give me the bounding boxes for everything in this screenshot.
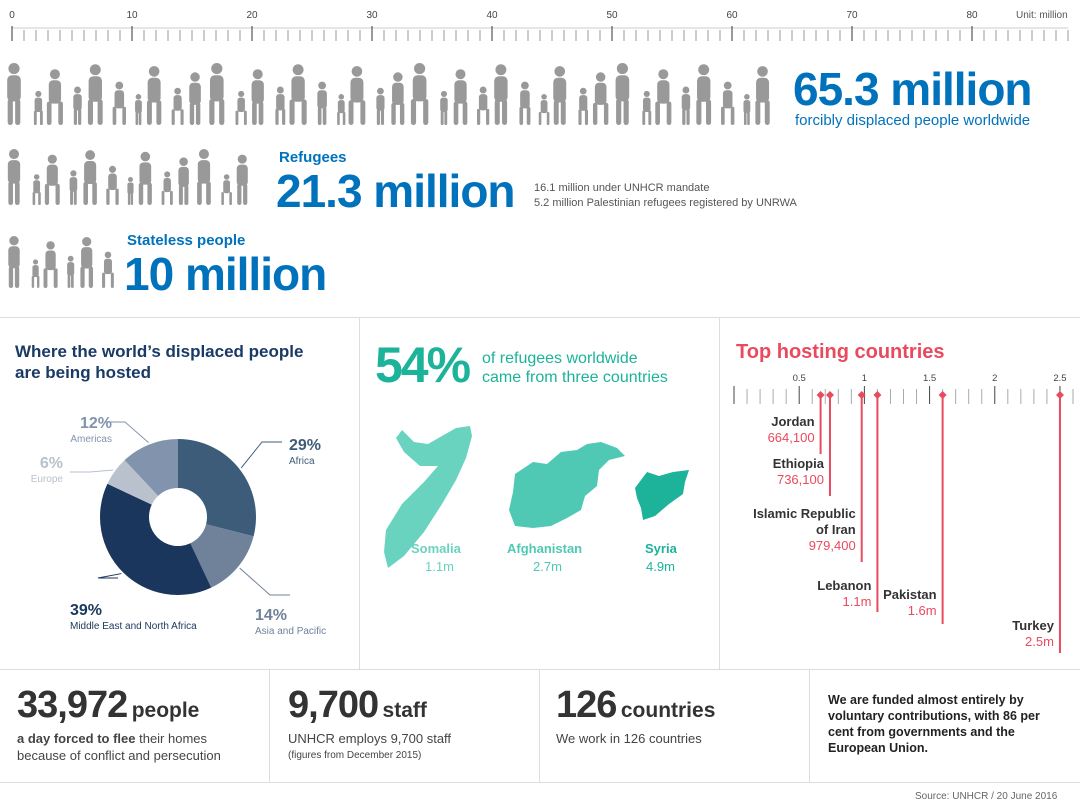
person-icon bbox=[88, 64, 103, 125]
person-icon bbox=[337, 94, 345, 125]
stat-people bbox=[17, 684, 267, 764]
person-icon bbox=[655, 69, 671, 125]
person-icon bbox=[189, 72, 201, 125]
stat-people-line2: because of conflict and persecution bbox=[17, 748, 221, 763]
hosted-title bbox=[15, 341, 303, 383]
origin-somalia-value: 1.1m bbox=[425, 559, 454, 574]
hosted-donut-chart bbox=[0, 400, 359, 660]
stat-countries bbox=[556, 684, 806, 747]
origin-syria-value: 4.9m bbox=[646, 559, 675, 574]
hosting-tick-label: 1 bbox=[861, 373, 868, 384]
hosting-value-label: 2.5m bbox=[1025, 634, 1054, 649]
divider-bottom bbox=[0, 782, 1080, 783]
donut-region-label: Asia and Pacific bbox=[255, 626, 327, 637]
hosted-title-line1: Where the world’s displaced people bbox=[15, 342, 304, 361]
hosting-country-label: Ethiopia bbox=[772, 456, 824, 471]
person-icon bbox=[106, 166, 118, 205]
hosting-country-label: Islamic Republic bbox=[753, 506, 856, 521]
person-icon bbox=[578, 88, 588, 125]
person-icon bbox=[83, 150, 96, 205]
person-icon bbox=[440, 91, 448, 125]
stat-staff-unit: staff bbox=[382, 699, 427, 722]
donut-region-label: Europe bbox=[30, 474, 63, 485]
scale-unit: Unit: million bbox=[1016, 10, 1068, 21]
person-icon bbox=[252, 69, 264, 125]
stat-people-bold: a day forced to flee bbox=[17, 731, 136, 746]
person-icon bbox=[494, 64, 507, 125]
origin-syria-name: Syria bbox=[645, 541, 677, 556]
person-icon bbox=[553, 66, 566, 125]
person-icon bbox=[593, 72, 608, 125]
stat-staff-line1: UNHCR employs 9,700 staff bbox=[288, 731, 452, 746]
origin-afghanistan-value: 2.7m bbox=[533, 559, 562, 574]
donut-pct-label: 6% bbox=[39, 455, 63, 472]
donut-leader-line bbox=[98, 574, 121, 578]
person-icon bbox=[7, 63, 21, 125]
scale-tick-label: 20 bbox=[246, 10, 258, 21]
people-row-stateless bbox=[0, 228, 122, 292]
person-icon bbox=[33, 174, 41, 205]
divider-col1 bbox=[359, 318, 360, 669]
scale-tick-label: 0 bbox=[9, 10, 15, 21]
stat-staff-line2: (figures from December 2015) bbox=[288, 750, 422, 761]
hosting-value-label: 736,100 bbox=[776, 472, 824, 487]
hosting-country-label: Lebanon bbox=[817, 578, 872, 593]
funding-text: We are funded almost entirely by voluntary contributions, with 86 per cent from governments and the European Union. bbox=[828, 693, 1040, 755]
person-icon bbox=[127, 177, 133, 205]
person-icon bbox=[135, 94, 142, 125]
scale-tick-label: 30 bbox=[366, 10, 378, 21]
person-icon bbox=[172, 88, 184, 125]
people-row-displaced bbox=[0, 58, 790, 130]
hosting-marker bbox=[939, 391, 947, 399]
donut-leader-line bbox=[240, 568, 290, 595]
stat-countries-number: 126 bbox=[556, 684, 617, 726]
hosting-country-label: of Iran bbox=[815, 522, 856, 537]
divider-stat2 bbox=[539, 670, 540, 782]
scale-tick-label: 60 bbox=[726, 10, 738, 21]
person-icon bbox=[743, 94, 750, 125]
person-icon bbox=[642, 91, 651, 125]
person-icon bbox=[696, 64, 711, 125]
person-icon bbox=[113, 82, 126, 125]
person-icon bbox=[317, 82, 327, 125]
hosting-title: Top hosting countries bbox=[736, 341, 945, 363]
donut-region-label: Africa bbox=[289, 456, 315, 467]
divider-stat3 bbox=[809, 670, 810, 782]
donut-pct-label: 12% bbox=[79, 415, 112, 432]
hosting-marker bbox=[817, 391, 825, 399]
hosting-bar-chart bbox=[720, 368, 1080, 668]
donut-pct-label: 14% bbox=[255, 607, 288, 624]
hosted-title-line2: are being hosted bbox=[15, 363, 152, 382]
person-icon bbox=[682, 87, 690, 125]
hosting-value-label: 979,400 bbox=[808, 538, 856, 553]
hosting-marker bbox=[1056, 391, 1064, 399]
stat-countries-line1: We work in 126 countries bbox=[556, 731, 702, 746]
person-icon bbox=[349, 66, 366, 125]
person-icon bbox=[539, 94, 550, 125]
stat-countries-unit: countries bbox=[620, 699, 716, 722]
person-icon bbox=[236, 91, 247, 125]
person-icon bbox=[8, 236, 19, 288]
person-icon bbox=[755, 66, 769, 125]
hosting-country-label: Turkey bbox=[1012, 618, 1054, 633]
stat-people-unit: people bbox=[131, 699, 200, 722]
person-icon bbox=[209, 63, 224, 125]
hosting-value-label: 664,100 bbox=[767, 430, 815, 445]
divider-top bbox=[0, 317, 1080, 318]
person-icon bbox=[67, 256, 74, 288]
person-icon bbox=[102, 252, 114, 288]
scale-tick-label: 70 bbox=[846, 10, 858, 21]
person-icon bbox=[45, 155, 60, 205]
person-icon bbox=[80, 237, 93, 288]
million-scale bbox=[0, 0, 1080, 46]
person-icon bbox=[44, 241, 58, 288]
origin-pct: 54% bbox=[375, 337, 470, 393]
person-icon bbox=[290, 64, 307, 125]
stateless-value: 10 million bbox=[124, 248, 327, 300]
source-note: Source: UNHCR / 20 June 2016 bbox=[915, 791, 1058, 802]
displaced-label: forcibly displaced people worldwide bbox=[795, 112, 1031, 129]
hosting-tick-label: 0.5 bbox=[792, 373, 806, 384]
scale-tick-label: 40 bbox=[486, 10, 498, 21]
donut-region-label: Americas bbox=[70, 434, 112, 445]
person-icon bbox=[32, 259, 40, 288]
donut-pct-label: 39% bbox=[70, 602, 103, 619]
refugees-value: 21.3 million bbox=[276, 165, 515, 217]
hosting-marker bbox=[826, 391, 834, 399]
stateless-label: Stateless people bbox=[127, 232, 246, 249]
scale-tick-label: 80 bbox=[966, 10, 978, 21]
person-icon bbox=[391, 72, 404, 125]
person-icon bbox=[47, 69, 63, 125]
person-icon bbox=[275, 87, 285, 125]
person-icon bbox=[721, 82, 734, 125]
divider-mid bbox=[0, 669, 1080, 670]
person-icon bbox=[70, 170, 78, 205]
refugees-note-unrwa: 5.2 million Palestinian refugees registered by UNRWA bbox=[534, 197, 797, 209]
hosting-value-label: 1.1m bbox=[842, 594, 872, 609]
person-icon bbox=[221, 174, 232, 205]
person-icon bbox=[34, 91, 43, 125]
hosting-tick-label: 1.5 bbox=[922, 373, 937, 384]
refugees-note-unhcr: 16.1 million under UNHCR mandate bbox=[534, 182, 710, 194]
person-icon bbox=[477, 87, 489, 125]
afghanistan-map-icon bbox=[505, 440, 630, 532]
donut-leader-line bbox=[70, 470, 113, 472]
origin-line2: came from three countries bbox=[482, 369, 668, 386]
stat-staff bbox=[288, 684, 538, 764]
person-icon bbox=[454, 69, 468, 125]
people-row-refugees bbox=[0, 145, 272, 210]
hosting-marker bbox=[873, 391, 881, 399]
donut-slice-africa bbox=[178, 439, 256, 536]
hosting-country-label: Pakistan bbox=[883, 587, 937, 602]
displaced-value: 65.3 million bbox=[793, 63, 1032, 115]
person-icon bbox=[411, 63, 428, 125]
person-icon bbox=[616, 63, 630, 125]
syria-map-icon bbox=[633, 468, 691, 523]
scale-tick-label: 50 bbox=[606, 10, 618, 21]
person-icon bbox=[73, 87, 81, 125]
stat-staff-number: 9,700 bbox=[288, 684, 379, 726]
stat-people-number: 33,972 bbox=[17, 684, 128, 726]
hosting-country-label: Jordan bbox=[771, 414, 815, 429]
person-icon bbox=[197, 149, 211, 205]
person-icon bbox=[178, 157, 188, 205]
origin-afghanistan-name: Afghanistan bbox=[507, 541, 583, 556]
stat-people-text: their homes bbox=[135, 731, 208, 746]
donut-pct-label: 29% bbox=[289, 437, 322, 454]
origin-somalia-name: Somalia bbox=[411, 541, 461, 556]
person-icon bbox=[139, 152, 152, 205]
person-icon bbox=[162, 171, 173, 205]
scale-tick-label: 10 bbox=[126, 10, 138, 21]
hosting-value-label: 1.6m bbox=[907, 603, 937, 618]
hosting-tick-label: 2 bbox=[992, 373, 998, 384]
person-icon bbox=[519, 82, 530, 125]
person-icon bbox=[237, 155, 248, 205]
hosting-tick-label: 2.5 bbox=[1053, 373, 1067, 384]
person-icon bbox=[376, 88, 384, 125]
person-icon bbox=[147, 66, 161, 125]
refugees-label: Refugees bbox=[279, 149, 347, 166]
divider-stat1 bbox=[269, 670, 270, 782]
donut-region-label: Middle East and North Africa bbox=[70, 621, 197, 632]
donut-leader-line bbox=[241, 442, 282, 468]
origin-line1: of refugees worldwide bbox=[482, 350, 638, 367]
person-icon bbox=[8, 149, 20, 205]
